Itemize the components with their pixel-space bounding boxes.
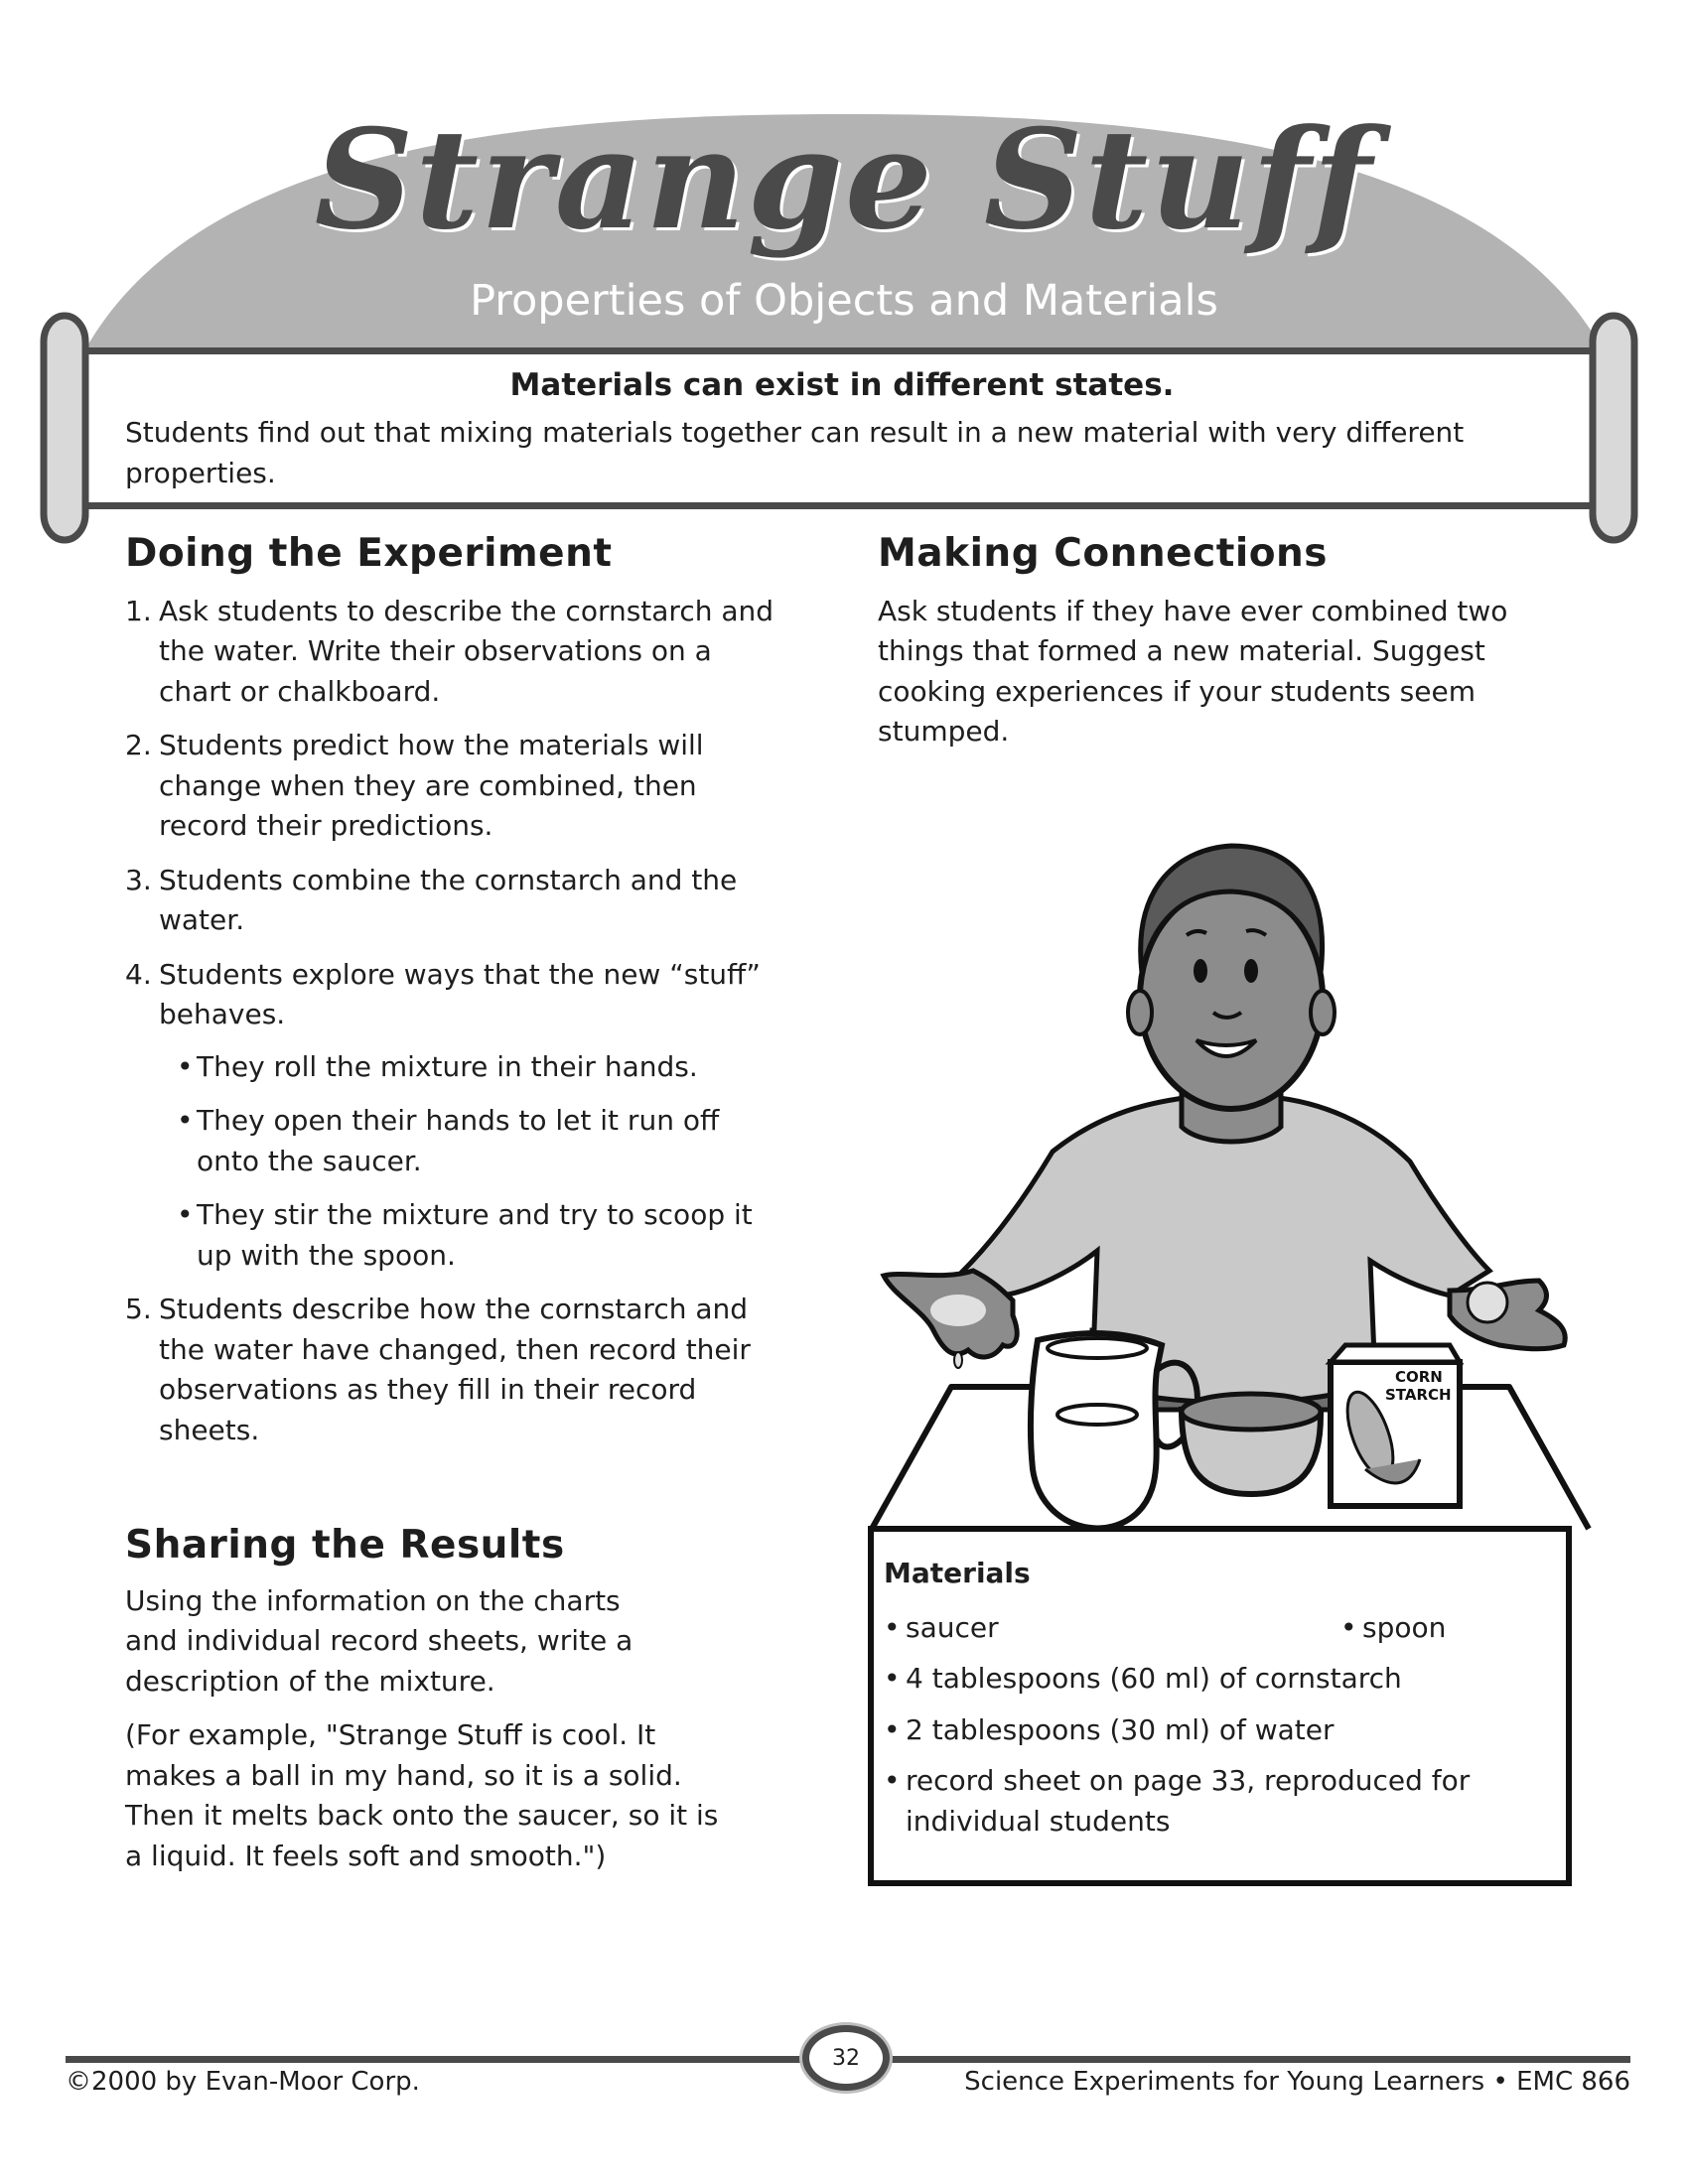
materials-list (884, 1608, 1559, 1843)
doing-experiment-section (125, 533, 780, 1464)
scroll-roll-right (1593, 316, 1634, 540)
step-item (125, 861, 780, 941)
box-label-starch: STARCH (1385, 1386, 1452, 1404)
bullet-icon: • (884, 1610, 901, 1644)
step-text: Ask students to describe the cornstarch and the water. Write their observations on a chart or chalkboard. (159, 594, 774, 708)
bullet-icon: • (177, 1049, 194, 1083)
bullet-icon: • (884, 1662, 901, 1696)
steps-list (125, 592, 780, 1451)
page-subtitle: Properties of Objects and Materials (470, 276, 1218, 326)
step-number: 3. (125, 863, 152, 896)
section-heading: Sharing the Results (125, 1523, 565, 1568)
material-item (884, 1761, 1559, 1842)
sub-bullets (177, 1047, 780, 1277)
scroll-roll-left (44, 316, 85, 540)
material-item (884, 1659, 1559, 1700)
sharing-example: (For example, "Strange Stuff is cool. It makes a ball in my hand, so it is a solid. Then it melts back onto the saucer, so it is a liquid. It feels soft and smooth.") (125, 1718, 719, 1872)
bullet-icon: • (177, 1198, 194, 1232)
connections-text: Ask students if they have ever combined two things that formed a new material. Suggest cooking experiences if your students seem stumped. (878, 594, 1508, 749)
material-item (884, 1710, 1559, 1751)
material-text: 2 tablespoons (30 ml) of water (906, 1712, 1335, 1746)
step-text: Students describe how the cornstarch and the water have changed, then record their observations as they fill in their record sheets. (159, 1293, 751, 1446)
making-connections-section (878, 533, 1573, 752)
step-number: 2. (125, 729, 152, 762)
sharing-paragraph: Using the information on the charts and individual record sheets, write a description of the mixture. (125, 1583, 633, 1698)
page-title: Strange Stuff (314, 98, 1374, 260)
step-item (125, 955, 780, 1277)
bullet-icon: • (1340, 1610, 1357, 1644)
objective-text: Students find out that mixing materials together can result in a new material with very different properties. (125, 416, 1465, 490)
bullet-text: They roll the mixture in their hands. (197, 1049, 698, 1083)
cornstarch-box-icon (1331, 1345, 1460, 1506)
footer-book-title: Science Experiments for Young Learners • EMC 866 (964, 2067, 1630, 2097)
material-text: 4 tablespoons (60 ml) of cornstarch (906, 1662, 1402, 1696)
bowl-icon (1182, 1394, 1321, 1494)
page-number: 32 (832, 2045, 860, 2071)
box-label-corn: CORN (1395, 1368, 1443, 1386)
bullet-icon: • (177, 1104, 194, 1138)
material-text: spoon (1362, 1610, 1447, 1644)
step-item (125, 1290, 780, 1450)
step-text: Students explore ways that the new “stuff” behaves. (159, 957, 761, 1031)
bullet-text: They open their hands to let it run off onto the saucer. (197, 1104, 720, 1177)
bullet-text: They stir the mixture and try to scoop it up with the spoon. (197, 1198, 753, 1272)
objective-heading: Materials can exist in different states. (509, 367, 1175, 403)
step-number: 5. (125, 1293, 152, 1326)
materials-heading: Materials (884, 1557, 1031, 1589)
step-number: 1. (125, 594, 152, 627)
footer-copyright: ©2000 by Evan-Moor Corp. (66, 2067, 420, 2097)
step-number: 4. (125, 957, 152, 991)
step-item (125, 592, 780, 713)
bullet-icon: • (884, 1764, 901, 1798)
step-item (125, 726, 780, 847)
bullet-item (177, 1047, 780, 1088)
material-text: record sheet on page 33, reproduced for individual students (906, 1764, 1471, 1838)
materials-box (884, 1557, 1559, 1852)
material-item (884, 1608, 1559, 1649)
material-text: saucer (906, 1610, 999, 1644)
objective-banner (95, 357, 1589, 502)
page-number-badge (802, 2025, 890, 2091)
step-text: Students combine the cornstarch and the water. (159, 863, 738, 937)
bullet-item (177, 1101, 780, 1181)
section-heading: Doing the Experiment (125, 531, 613, 576)
section-heading: Making Connections (878, 531, 1328, 576)
step-text: Students predict how the materials will change when they are combined, then record their predictions. (159, 729, 704, 843)
bullet-icon: • (884, 1712, 901, 1746)
sharing-results-section (125, 1525, 780, 1876)
bullet-item (177, 1195, 780, 1276)
